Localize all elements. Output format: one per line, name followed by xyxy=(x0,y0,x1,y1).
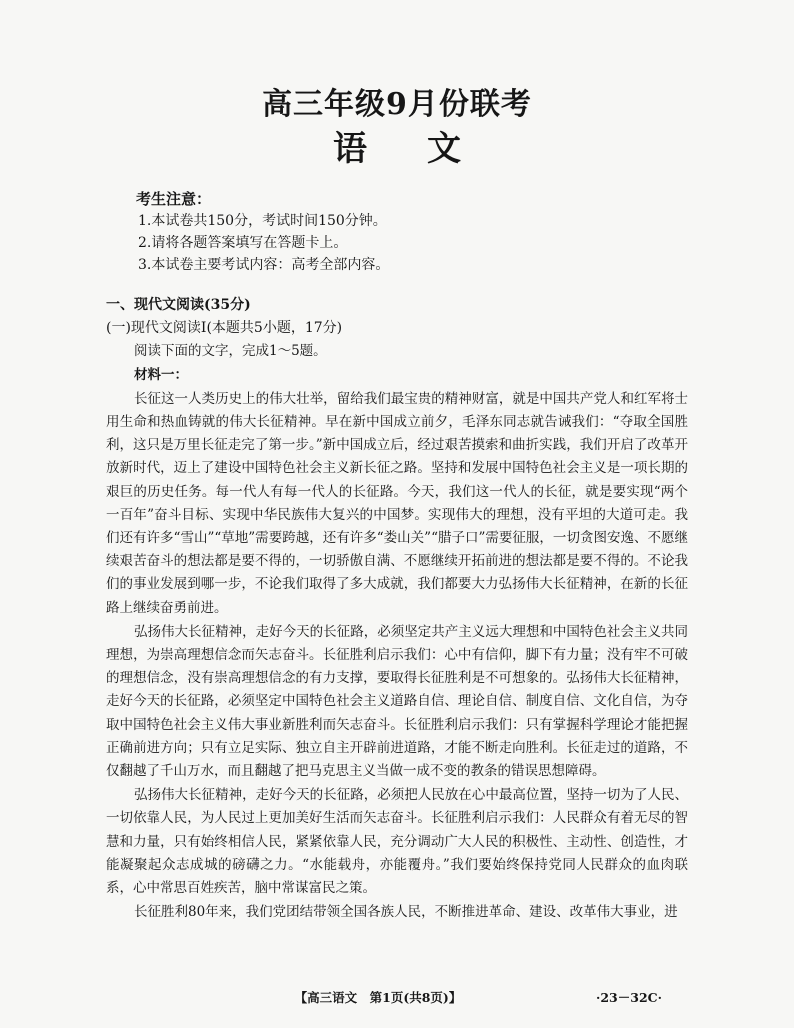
exam-header xyxy=(0,86,794,170)
instruction-text: 阅读下面的文字，完成1～5题。 xyxy=(134,343,327,360)
paragraph-3: 弘扬伟大长征精神，走好今天的长征路，必须把人民放在心中最高位置，坚持一切为了人民、一切依靠人民，为人民过上更加美好生活而矢志奋斗。长征胜利启示我们：人民群众有着无尽的智慧和力量，只有始终相信人民，紧紧依靠人民，充分调动广大人民的积极性、主动性、创造性，才能凝聚起众志成城的磅礴之力。“水能载舟，亦能覆舟。”我们要始终保持党同人民群众的血肉联系，心中常思百姓疾苦，脑中常谋富民之策。 xyxy=(106,787,688,897)
paragraph-1: 长征这一人类历史上的伟大壮举，留给我们最宝贵的精神财富，就是中国共产党人和红军将士用生命和热血铸就的伟大长征精神。早在新中国成立前夕，毛泽东同志就告诫我们：“夺取全国胜利，这只是万里长征走完了第一步。”新中国成立后，经过艰苦摸索和曲折实践，我们开启了改革开放新时代，迈上了建设中国特色社会主义新长征之路。坚持和发展中国特色社会主义是一项长期的艰巨的历史任务。每一代人有每一代人的长征路。今天，我们这一代人的长征，就是要实现“两个一百年”奋斗目标、实现中华民族伟大复兴的中国梦。实现伟大的理想，没有平坦的大道可走。我们还有许多“雪山”“草地”需要跨越，还有许多“娄山关”“腊子口”需要征服，一切贪图安逸、不愿继续艰苦奋斗的想法都是要不得的，一切骄傲自满、不愿继续开拓前进的想法都是要不得的。不论我们的事业发展到哪一步，不论我们取得了多大成就，我们都要大力弘扬伟大长征精神，在新的长征路上继续奋勇前进。 xyxy=(106,390,688,616)
subject-char-2: 文 xyxy=(427,129,461,169)
subject-char-1: 语 xyxy=(333,129,367,169)
notice-item-3: 3.本试卷主要考试内容：高考全部内容。 xyxy=(138,257,390,273)
subsection-heading: (一)现代文阅读Ⅰ(本题共5小题，17分) xyxy=(106,320,343,337)
page-footer xyxy=(0,988,794,1008)
footer-page-label: 【高三语文 第1页(共8页)】 xyxy=(294,990,462,1005)
candidate-notice xyxy=(136,188,389,276)
exam-title: 高三年级9月份联考 xyxy=(262,87,532,122)
material-label: 材料一： xyxy=(134,366,188,383)
notice-heading: 考生注意： xyxy=(136,190,212,208)
paragraph-2: 弘扬伟大长征精神，走好今天的长征路，必须坚定共产主义远大理想和中国特色社会主义共同理想，为崇高理想信念而矢志奋斗。长征胜利启示我们：心中有信仰，脚下有力量；没有牢不可破的理想信念，没有崇高理想信念的有力支撑，要取得长征胜利是不可想象的。弘扬伟大长征精神，走好今天的长征路，必须坚定中国特色社会主义道路自信、理论自信、制度自信、文化自信，为夺取中国特色社会主义伟大事业新胜利而矢志奋斗。长征胜利启示我们：只有掌握科学理论才能把握正确前进方向；只有立足实际、独立自主开辟前进道路，才能不断走向胜利。长征走过的道路，不仅翻越了千山万水，而且翻越了把马克思主义当做一成不变的教条的错误思想障碍。 xyxy=(106,623,688,780)
notice-item-2: 2.请将各题答案填写在答题卡上。 xyxy=(138,235,348,251)
reading-section xyxy=(106,294,688,924)
paragraph-4: 长征胜利80年来，我们党团结带领全国各族人民，不断推进革命、建设、改革伟大事业，进 xyxy=(134,904,678,921)
section-heading: 一、现代文阅读(35分) xyxy=(106,297,251,313)
subject-title xyxy=(0,128,794,170)
notice-item-1: 1.本试卷共150分，考试时间150分钟。 xyxy=(138,213,387,229)
footer-exam-code: ·23－32C· xyxy=(596,990,662,1005)
